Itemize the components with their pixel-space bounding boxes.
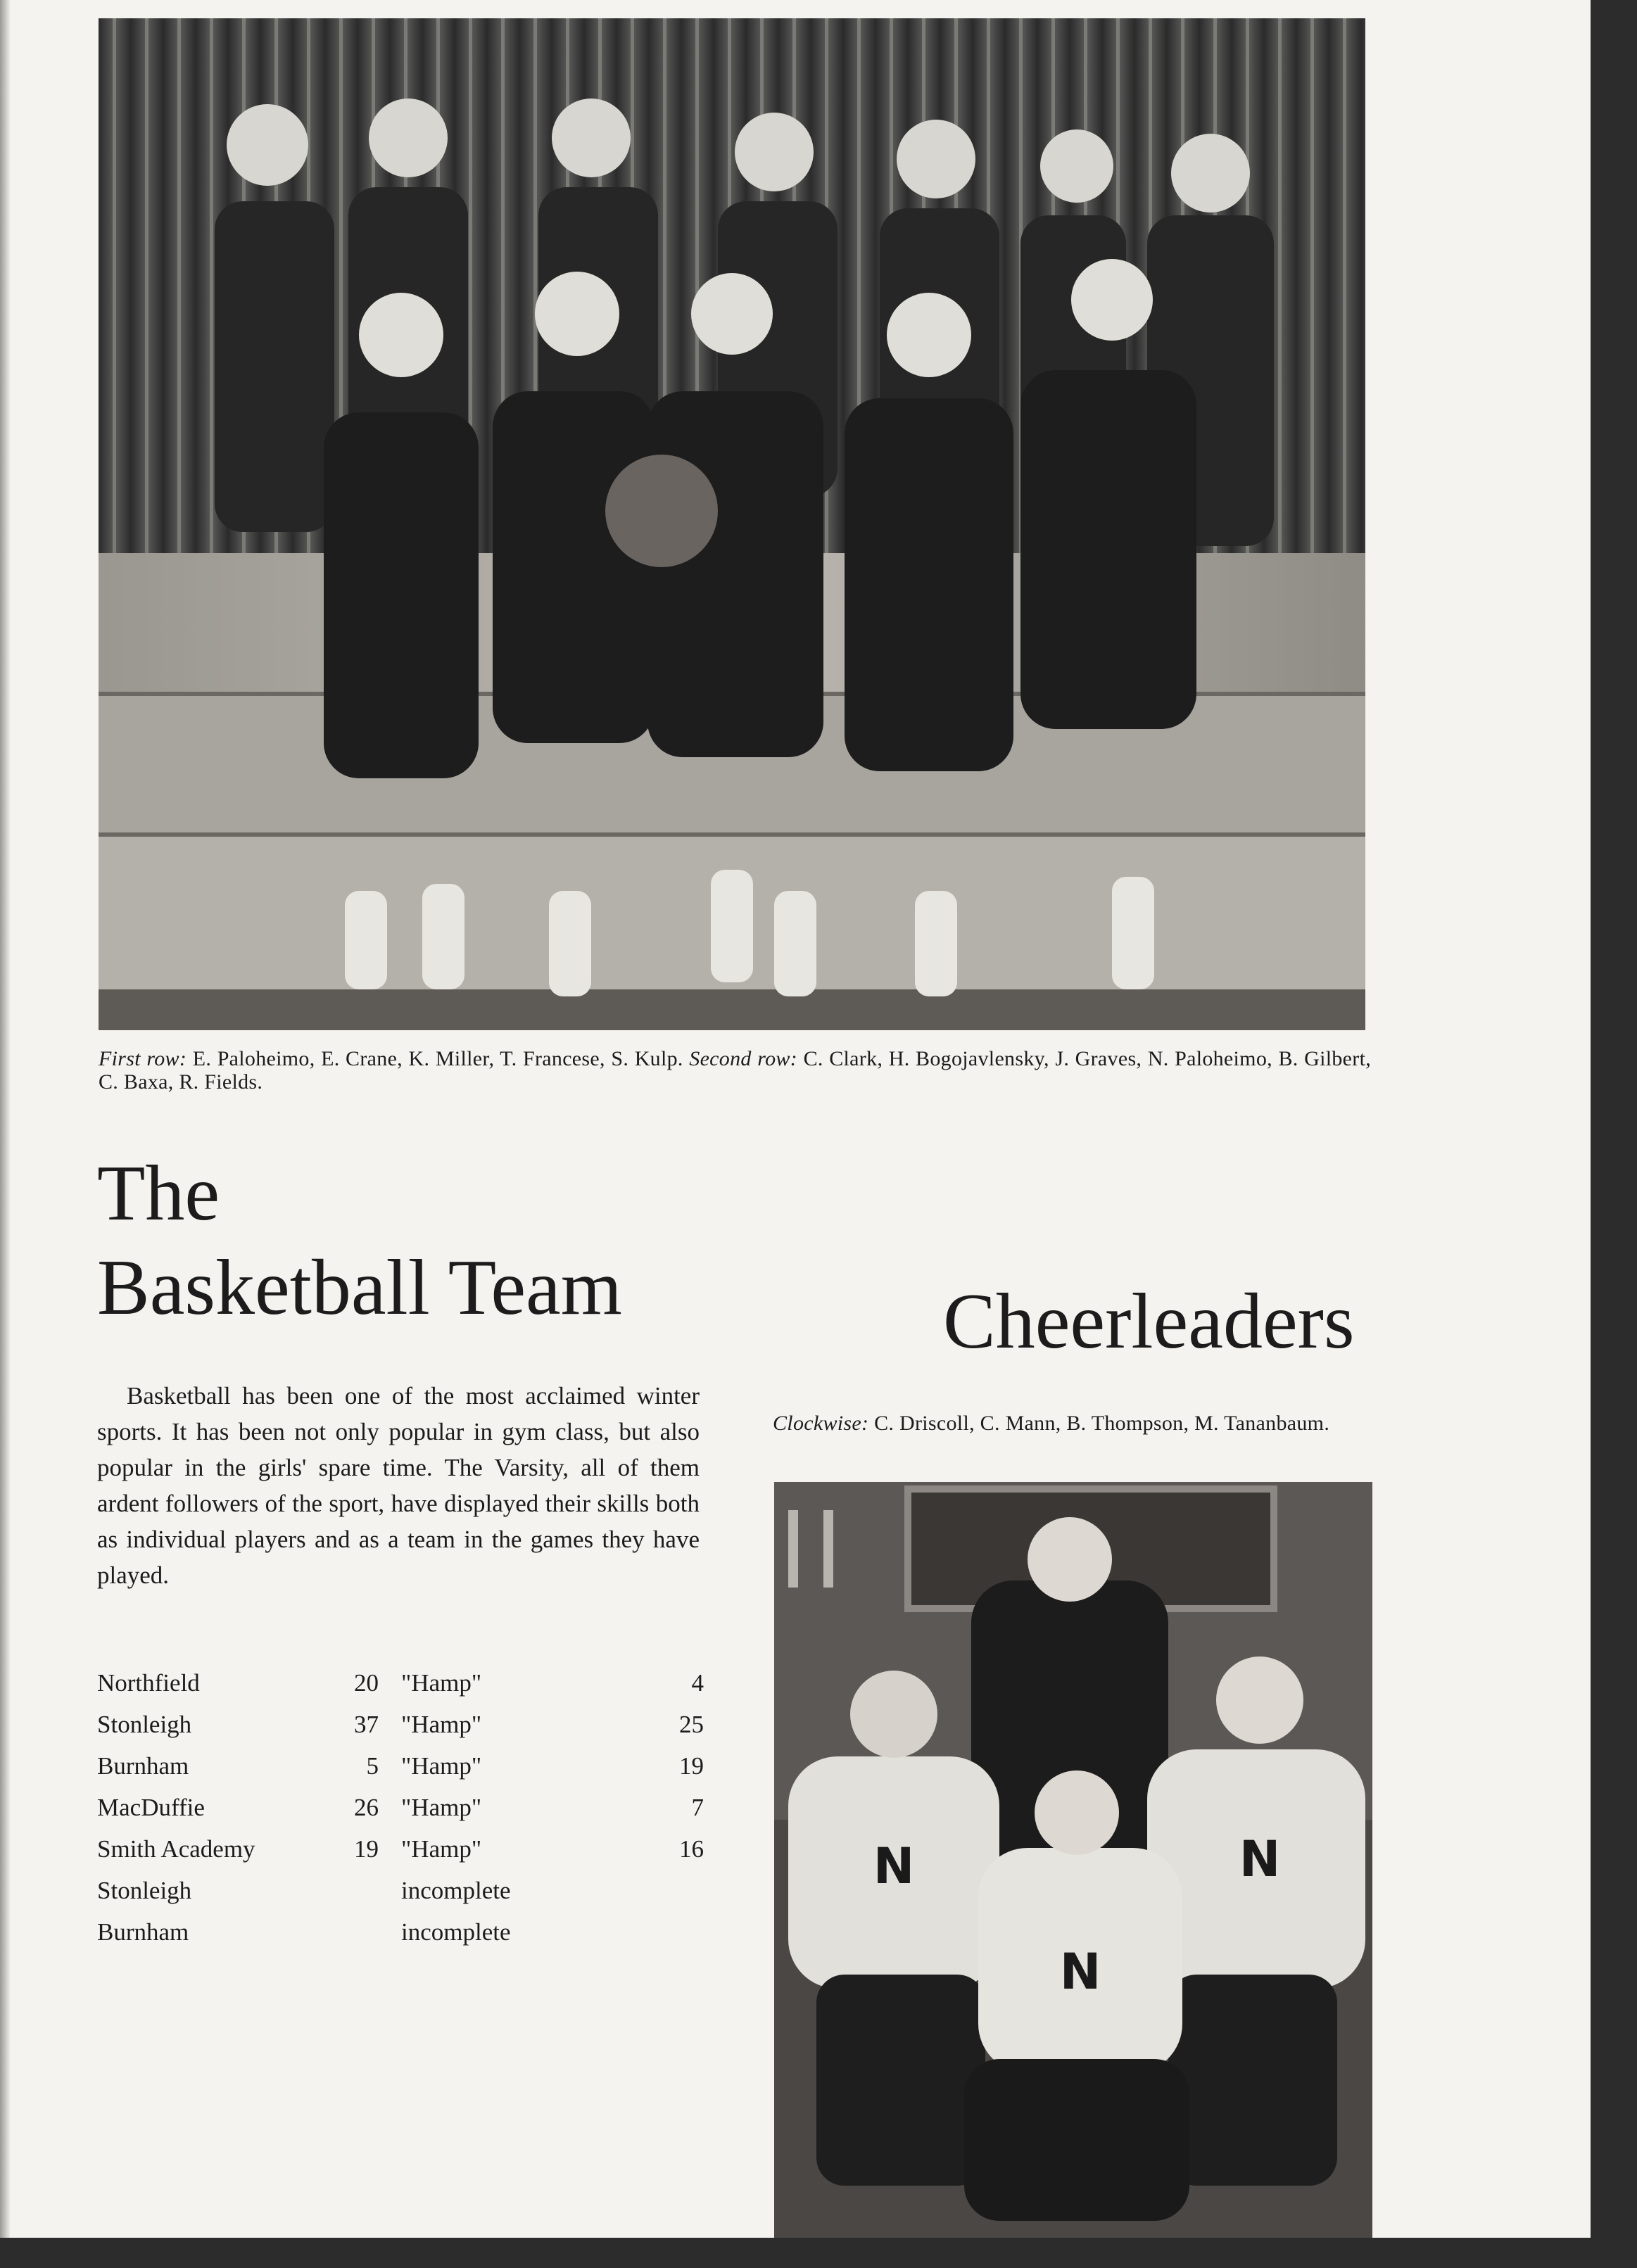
first-row-names: E. Paloheimo, E. Crane, K. Miller, T. Francese, S. Kulp. [187, 1047, 690, 1070]
team-photo-caption [99, 1047, 1371, 1094]
team-name: "Hamp" [401, 1794, 482, 1821]
team-score: 19 [679, 1752, 704, 1780]
score-table [97, 1662, 704, 1953]
team-name: "Hamp" [401, 1669, 482, 1697]
table-row [97, 1787, 704, 1828]
opponent-name: Burnham [97, 1752, 189, 1780]
cheerleader-names: C. Driscoll, C. Mann, B. Thompson, M. Tananbaum. [868, 1412, 1330, 1435]
team-score: 25 [679, 1711, 704, 1738]
sweater-letter: N [873, 1837, 915, 1895]
opponent-name: Burnham [97, 1918, 189, 1946]
sweater-letter: N [1239, 1830, 1281, 1888]
opponent-score: 20 [354, 1669, 379, 1697]
scan-border-bottom [0, 2238, 1637, 2268]
team-name: incomplete [401, 1877, 511, 1904]
sweater-letter: N [1059, 1943, 1101, 2001]
team-name: "Hamp" [401, 1752, 482, 1780]
clockwise-label: Clockwise: [773, 1412, 869, 1435]
basketball-team-photo [99, 18, 1365, 1030]
opponent-score: 5 [366, 1752, 379, 1780]
page-binding-shadow [0, 0, 10, 2268]
table-row [97, 1911, 704, 1953]
opponent-name: MacDuffie [97, 1794, 205, 1821]
second-row-label: Second row: [689, 1047, 798, 1070]
opponent-name: Stonleigh [97, 1877, 192, 1904]
cheer-photo-illustration [774, 1482, 1372, 2239]
cheerleaders-photo [774, 1482, 1372, 2239]
team-score: 7 [691, 1794, 704, 1821]
team-name: "Hamp" [401, 1711, 482, 1738]
cheerleaders-caption [773, 1412, 1371, 1436]
team-score: 16 [679, 1835, 704, 1863]
table-row [97, 1704, 704, 1745]
table-row [97, 1870, 704, 1911]
heading-cheerleaders: Cheerleaders [943, 1278, 1355, 1365]
team-score [605, 1911, 704, 1953]
table-row [97, 1745, 704, 1787]
first-row-label: First row: [99, 1047, 187, 1070]
opponent-name: Smith Academy [97, 1835, 255, 1863]
basketball-intro-paragraph: Basketball has been one of the most acclaimed winter sports. It has been not only popular in gym class, but also popular in the girls' spare time. The Varsity, all of them ardent followers of the sport, have displayed their skills both as individual players and as a team in the games they have played. [97, 1382, 700, 1589]
opponent-score: 19 [354, 1835, 379, 1863]
second-row-names: C. Clark, H. Bogojavlensky, J. Graves, N. Paloheimo, B. Gilbert, C. Baxa, R. Fields. [99, 1047, 1372, 1094]
opponent-score: 37 [354, 1711, 379, 1738]
team-name: "Hamp" [401, 1835, 482, 1863]
table-row [97, 1828, 704, 1870]
scan-border-right [1591, 0, 1637, 2268]
team-score: 4 [691, 1669, 704, 1697]
opponent-name: Northfield [97, 1669, 200, 1697]
team-score [605, 1870, 704, 1911]
opponent-name: Stonleigh [97, 1711, 192, 1738]
team-name: incomplete [401, 1918, 511, 1946]
heading-the: The [97, 1150, 220, 1237]
table-row [97, 1662, 704, 1704]
opponent-score [336, 1911, 379, 1953]
opponent-score: 26 [354, 1794, 379, 1821]
opponent-score [336, 1870, 379, 1911]
team-photo-illustration [99, 18, 1365, 1030]
heading-basketball-team: Basketball Team [97, 1244, 622, 1331]
